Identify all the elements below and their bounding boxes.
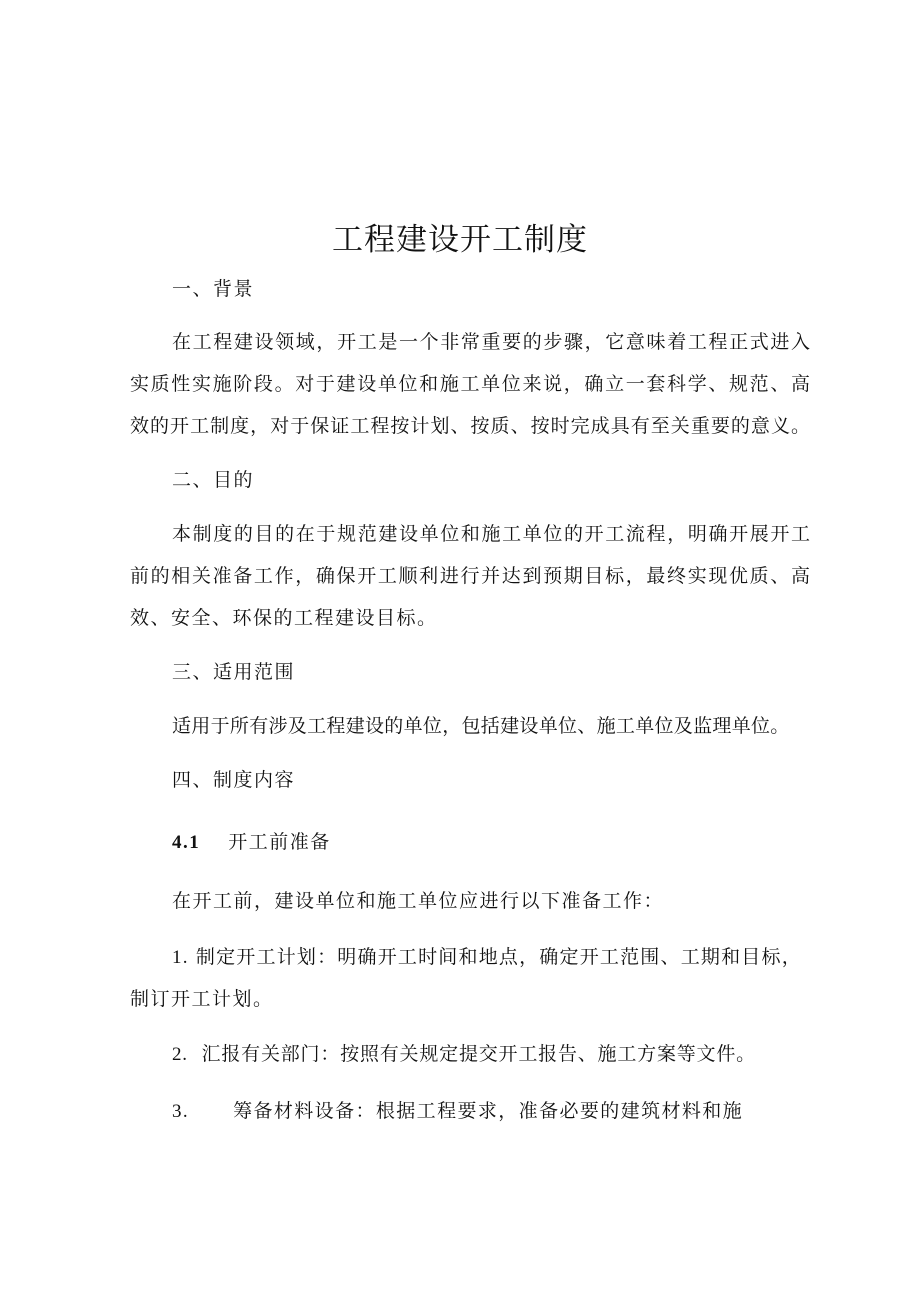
paragraph-line: 适用于所有涉及工程建设的单位，包括建设单位、施工单位及监理单位。 <box>172 715 790 737</box>
paragraph-line: 实质性实施阶段。对于建设单位和施工单位来说，确立一套科学、规范、高 <box>130 373 810 395</box>
heading-content: 四、制度内容 <box>172 769 296 791</box>
paragraph-line: 在开工前，建设单位和施工单位应进行以下准备工作： <box>172 890 665 912</box>
list-number: 2. <box>172 1044 188 1065</box>
list-item-3 <box>130 1096 810 1127</box>
list-item-1-continued: 制订开工计划。 <box>130 988 274 1010</box>
paragraph-line: 效的开工制度，对于保证工程按计划、按质、按时完成具有至关重要的意义。 <box>130 415 810 437</box>
list-text: 筹备材料设备：根据工程要求，准备必要的建筑材料和施 <box>233 1100 744 1122</box>
paragraph-line: 本制度的目的在于规范建设单位和施工单位的开工流程，明确开展开工 <box>172 523 810 545</box>
paragraph-line: 在工程建设领域，开工是一个非常重要的步骤，它意味着工程正式进入 <box>172 331 810 353</box>
section-heading-4-1 <box>130 827 810 858</box>
section-number: 4.1 <box>172 832 201 853</box>
heading-scope: 三、适用范围 <box>172 661 296 683</box>
paragraph-line: 前的相关准备工作，确保开工顺利进行并达到预期目标，最终实现优质、高 <box>130 565 810 587</box>
list-item-2 <box>130 1039 810 1070</box>
section-title: 开工前准备 <box>228 831 331 853</box>
paragraph-line: 效、安全、环保的工程建设目标。 <box>130 607 438 629</box>
list-number: 3. <box>172 1101 190 1122</box>
list-text: 汇报有关部门：按照有关规定提交开工报告、施工方案等文件。 <box>201 1043 756 1065</box>
list-number: 1. <box>172 947 189 968</box>
document-title: 工程建设开工制度 <box>332 222 588 258</box>
heading-background: 一、背景 <box>172 278 255 300</box>
list-text: 制定开工计划：明确开工时间和地点，确定开工范围、工期和目标， <box>195 946 802 968</box>
list-item-1 <box>130 942 810 973</box>
heading-purpose: 二、目的 <box>172 469 255 491</box>
